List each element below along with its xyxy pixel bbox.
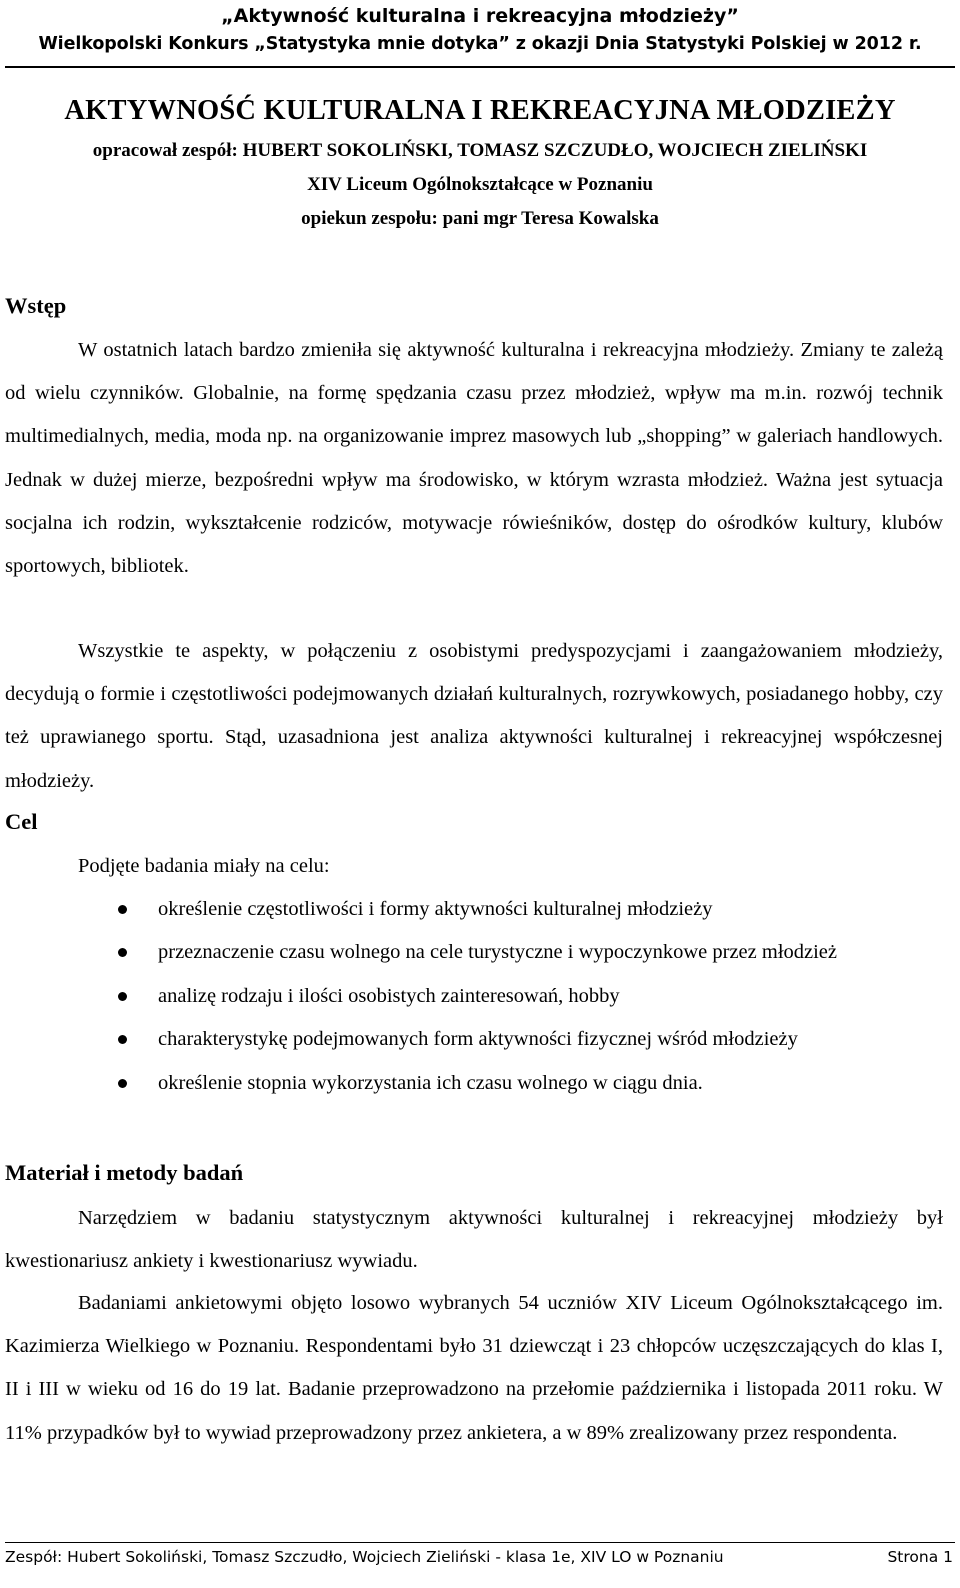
methods-paragraph-1-text: Narzędziem w badaniu statystycznym aktywności kulturalnej i rekreacyjnej młodzieży był kwestionariusz ankiety i kwestionariusz wywiadu.	[5, 1207, 943, 1273]
document-title: AKTYWNOŚĆ KULTURALNA I REKREACYJNA MŁODZIEŻY	[64, 95, 896, 126]
goal-lead-text: Podjęte badania miały na celu:	[78, 855, 330, 877]
goal-list	[0, 888, 950, 1105]
list-item	[0, 1018, 950, 1061]
running-header-subtitle: Wielkopolski Konkurs „Statystyka mnie dotyka” z okazji Dnia Statystyki Polskiej w 2012 r.	[38, 34, 922, 54]
footer-authors: Zespół: Hubert Sokoliński, Tomasz Szczudło, Wojciech Zieliński - klasa 1e, XIV LO w Poznaniu	[5, 1548, 724, 1566]
methods-paragraph-2-text: Badaniami ankietowymi objęto losowo wybranych 54 uczniów XIV Liceum Ogólnokształcącego im. Kazimierza Wielkiego w Poznaniu. Respondentami było 31 dziewcząt i 23 chłopców uczęszczających do klas I, II i III w wieku od 16 do 19 lat. Badanie przeprowadzono na przełomie października i listopada 2011 roku. W 11% przypadków był to wywiad przeprowadzony przez ankietera, a w 89% zrealizowany przez respondenta.	[5, 1292, 943, 1444]
list-item-text: analizę rodzaju i ilości osobistych zainteresowań, hobby	[158, 984, 620, 1007]
list-item	[0, 1062, 950, 1105]
section-heading-methods: Materiał i metody badań	[5, 1160, 244, 1185]
running-header	[0, 2, 960, 58]
list-item-text: charakterystykę podejmowanych form aktywności fizycznej wśród młodzieży	[158, 1028, 798, 1051]
bullet-icon	[118, 1079, 127, 1088]
title-block	[0, 86, 960, 236]
goal-lead	[5, 845, 943, 888]
page-footer	[5, 1545, 953, 1569]
list-item	[0, 888, 950, 931]
authors-line: opracował zespół: HUBERT SOKOLIŃSKI, TOMASZ SZCZUDŁO, WOJCIECH ZIELIŃSKI	[92, 140, 868, 161]
bullet-icon	[118, 905, 127, 914]
methods-paragraph-2	[5, 1282, 943, 1455]
footer-rule	[5, 1542, 955, 1543]
section-heading-goal: Cel	[5, 809, 38, 834]
list-item-text: określenie częstotliwości i formy aktywności kulturalnej młodzieży	[158, 898, 713, 920]
supervisor-line: opiekun zespołu: pani mgr Teresa Kowalska	[301, 208, 659, 229]
bullet-icon	[118, 1035, 127, 1044]
intro-paragraph-2-text: Wszystkie te aspekty, w połączeniu z osobistymi predyspozycjami i zaangażowaniem młodzieży, decydują o formie i częstotliwości podejmowanych działań kulturalnych, rozrywkowych, posiadanego hobby, czy też uprawianego sportu. Stąd, uzasadniona jest analiza aktywności kulturalnej i rekreacyjnej współczesnej młodzieży.	[5, 640, 943, 792]
running-header-title: „Aktywność kulturalna i rekreacyjna młodzieży”	[221, 5, 739, 27]
bullet-icon	[118, 992, 127, 1001]
page-number: Strona 1	[887, 1548, 953, 1566]
intro-paragraph-1-text: W ostatnich latach bardzo zmieniła się aktywność kulturalna i rekreacyjna młodzieży. Zmiany te zależą od wielu czynników. Globalnie, na formę spędzania czasu przez młodzież, wpływ ma m.in. rozwój technik multimedialnych, media, moda np. na organizowanie imprez masowych lub „shopping” w galeriach handlowych. Jednak w dużej mierze, bezpośredni wpływ ma środowisko, w którym wzrasta młodzież. Ważna jest sytuacja socjalna ich rodzin, wykształcenie rodziców, motywacje rówieśników, dostęp do ośrodków kultury, klubów sportowych, bibliotek.	[5, 339, 943, 578]
list-item	[0, 975, 950, 1018]
section-heading-intro: Wstęp	[5, 293, 67, 318]
methods-paragraph-1	[5, 1197, 943, 1283]
school-line: XIV Liceum Ogólnokształcące w Poznaniu	[307, 174, 653, 195]
intro-paragraph-2	[5, 630, 943, 803]
list-item	[0, 931, 950, 974]
list-item-text: określenie stopnia wykorzystania ich czasu wolnego w ciągu dnia.	[158, 1071, 703, 1094]
header-rule	[5, 66, 955, 68]
intro-paragraph-1	[5, 329, 943, 588]
bullet-icon	[118, 948, 127, 957]
list-item-text: przeznaczenie czasu wolnego na cele turystyczne i wypoczynkowe przez młodzież	[158, 941, 838, 964]
